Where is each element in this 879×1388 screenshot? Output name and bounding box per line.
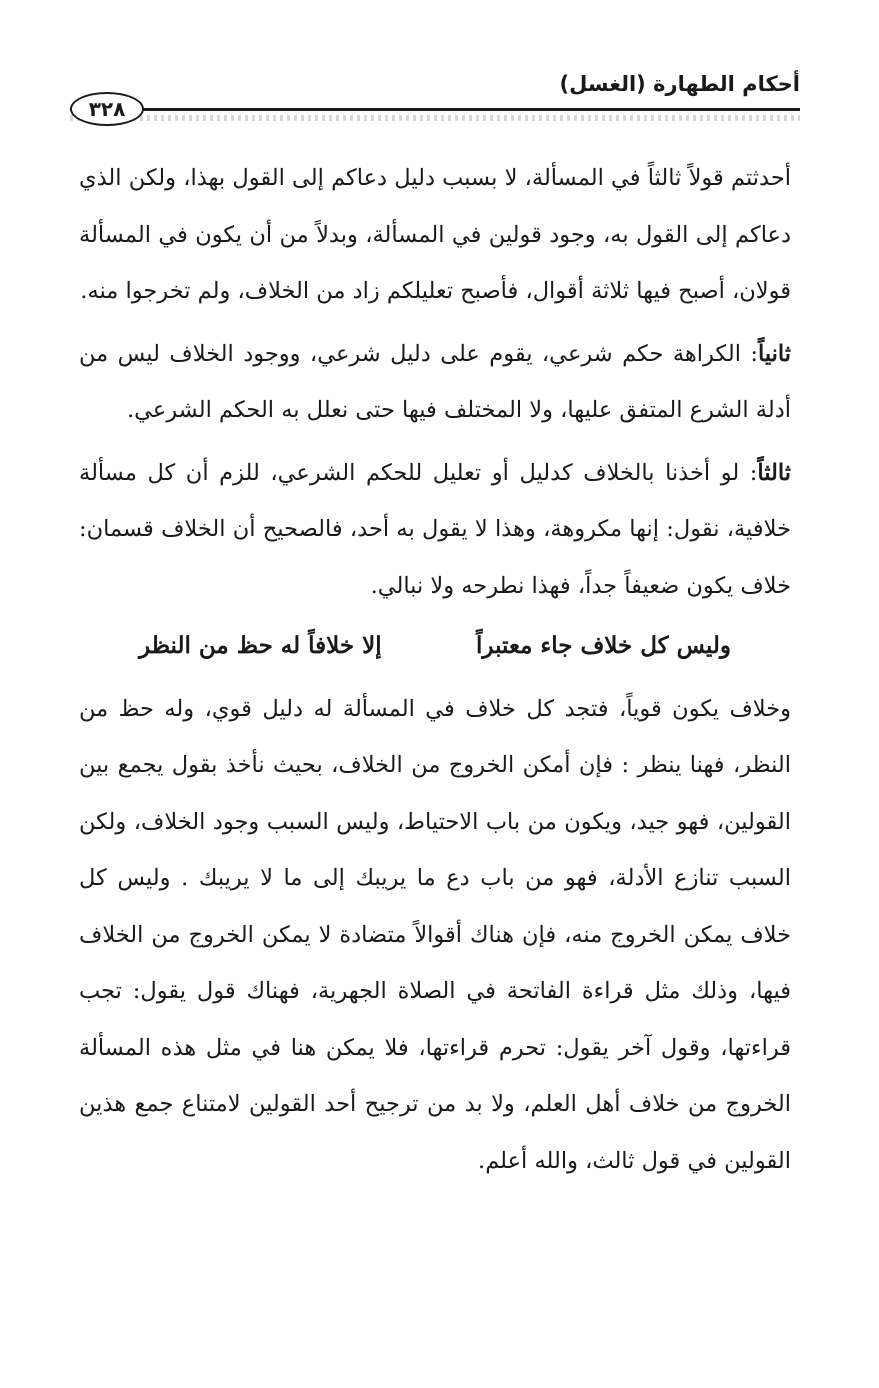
paragraph-3-lead: ثالثاً (757, 459, 791, 486)
paragraph-2 (79, 326, 791, 439)
header-rule-texture (70, 115, 800, 121)
verse-first-hemistich: وليس كل خلاف جاء معتبراً (476, 632, 731, 659)
paragraph-4: وخلاف يكون قوياً، فتجد كل خلاف في المسألة له دليل قوي، وله حظ من النظر، فهنا ينظر : فإن أمكن الخروج من الخلاف، بحيث نأخذ بقول يجمع بين القولين، فهو جيد، ويكون من باب الاحتياط، وليس السبب وجود الخلاف، ولكن السبب تنازع الأدلة، فهو من باب دع ما يريبك إلى ما لا يريبك . وليس كل خلاف يمكن الخروج منه، فإن هناك أقوالاً متضادة لا يمكن الخروج من الخلاف فيها، وذلك مثل قراءة الفاتحة في الصلاة الجهرية، فهناك قول يقول: تجب قراءتها، وقول آخر يقول: تحرم قراءتها، فلا يمكن هنا في مثل هذه المسألة الخروج من خلاف أهل العلم، ولا بد من ترجيح أحد القولين لامتناع جمع هذين القولين في قول ثالث، والله أعلم. (79, 695, 791, 1174)
running-title: أحكام الطهارة (الغسل) (559, 72, 800, 96)
page-body (79, 150, 791, 1189)
paragraph-2-lead: ثانياً (757, 340, 791, 367)
paragraph-2-text: : الكراهة حكم شرعي، يقوم على دليل شرعي، ووجود الخلاف ليس من أدلة الشرع المتفق عليها، ولا المختلف فيها حتى نعلل به الحكم الشرعي. (79, 340, 791, 423)
paragraph-1: أحدثتم قولاً ثالثاً في المسألة، لا بسبب دليل دعاكم إلى القول بهذا، ولكن الذي دعاكم إلى القول به، وجود قولين في المسألة، وبدلاً من أن يكون في المسألة قولان، أصبح فيها ثلاثة أقوال، فأصبح تعليلكم زاد من الخلاف، ولم تخرجوا منه. (79, 165, 791, 304)
paragraph-3-text: : لو أخذنا بالخلاف كدليل أو تعليل للحكم الشرعي، للزم أن كل مسألة خلافية، نقول: إنها مكروهة، وهذا لا يقول به أحد، فالصحيح أن الخلاف قسمان: خلاف يكون ضعيفاً جداً، فهذا نطرحه ولا نبالي. (79, 459, 791, 599)
header-rule (70, 108, 800, 111)
page-number: ٣٢٨ (70, 92, 144, 126)
verse-second-hemistich: إلا خلافاً له حظ من النظر (139, 632, 382, 659)
poetry-verse (79, 618, 791, 675)
page-header (70, 70, 800, 132)
paragraph-3 (79, 445, 791, 615)
